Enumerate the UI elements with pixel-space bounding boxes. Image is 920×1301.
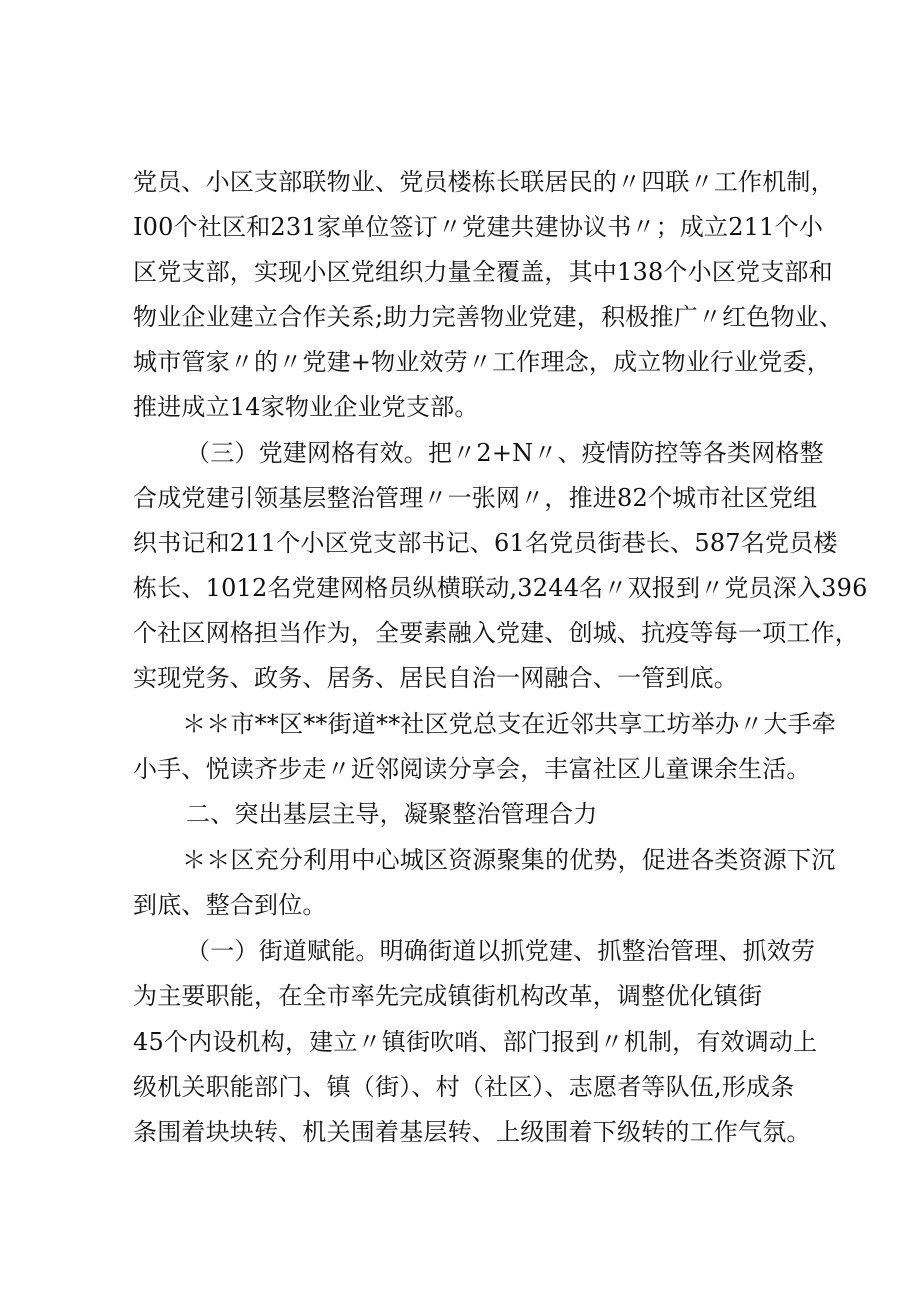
paragraph-line: 到底、整合到位。 bbox=[133, 891, 327, 919]
paragraph-line: 区党支部，实现小区党组织力量全覆盖，其中138个小区党支部和 bbox=[133, 258, 833, 286]
paragraph-line: 条围着块块转、机关围着基层转、上级围着下级转的工作气氛。 bbox=[133, 1118, 811, 1146]
paragraph-line: 实现党务、政务、居务、居民自治一网融合、一管到底。 bbox=[133, 664, 738, 692]
paragraph-line: 级机关职能部门、镇（街）、村（社区）、志愿者等队伍,形成条 bbox=[133, 1073, 795, 1101]
caption-line: 小手、悦读齐步走〃近邻阅读分享会，丰富社区儿童课余生活。 bbox=[133, 755, 811, 783]
paragraph-line: 织书记和211个小区党支部书记、61名党员街巷长、587名党员楼 bbox=[133, 529, 838, 557]
paragraph-line: 45个内设机构，建立〃镇街吹哨、部门报到〃机制，有效调动上 bbox=[133, 1028, 818, 1056]
caption-line: ＊＊市**区**街道**社区党总支在近邻共享工坊举办〃大手牵 bbox=[182, 710, 836, 738]
paragraph-line: 为主要职能，在全市率先完成镇街机构改革，调整优化镇街 bbox=[133, 982, 763, 1010]
section-heading-line: （三）党建网格有效。把〃2+N〃、疫情防控等各类网格整 bbox=[186, 439, 824, 467]
paragraph-line: 合成党建引领基层整治管理〃一张网〃，推进82个城市社区党组 bbox=[133, 484, 818, 512]
paragraph-line: 城市管家〃的〃党建+物业效劳〃工作理念，成立物业行业党委， bbox=[133, 348, 831, 376]
paragraph-line: 栋长、1012名党建网格员纵横联动,3244名〃双报到〃党员深入396 bbox=[133, 574, 868, 602]
paragraph-line: 推进成立14家物业企业党支部。 bbox=[133, 393, 479, 421]
section-heading-line: （一）街道赋能。明确街道以抓党建、抓整治管理、抓效劳 bbox=[186, 937, 816, 965]
paragraph-line: I00个社区和231家单位签订〃党建共建协议书〃；成立211个小 bbox=[133, 213, 824, 241]
chapter-heading: 二、突出基层主导，凝聚整治管理合力 bbox=[186, 800, 598, 828]
paragraph-line: 个社区网格担当作为，全要素融入党建、创城、抗疫等每一项工作， bbox=[133, 619, 859, 647]
paragraph-line: 党员、小区支部联物业、党员楼栋长联居民的〃四联〃工作机制， bbox=[133, 168, 835, 196]
paragraph-line: 物业企业建立合作关系;助力完善物业党建，积极推广〃红色物业、 bbox=[133, 303, 844, 331]
paragraph-line: ＊＊区充分利用中心城区资源聚集的优势，促进各类资源下沉 bbox=[182, 846, 836, 874]
